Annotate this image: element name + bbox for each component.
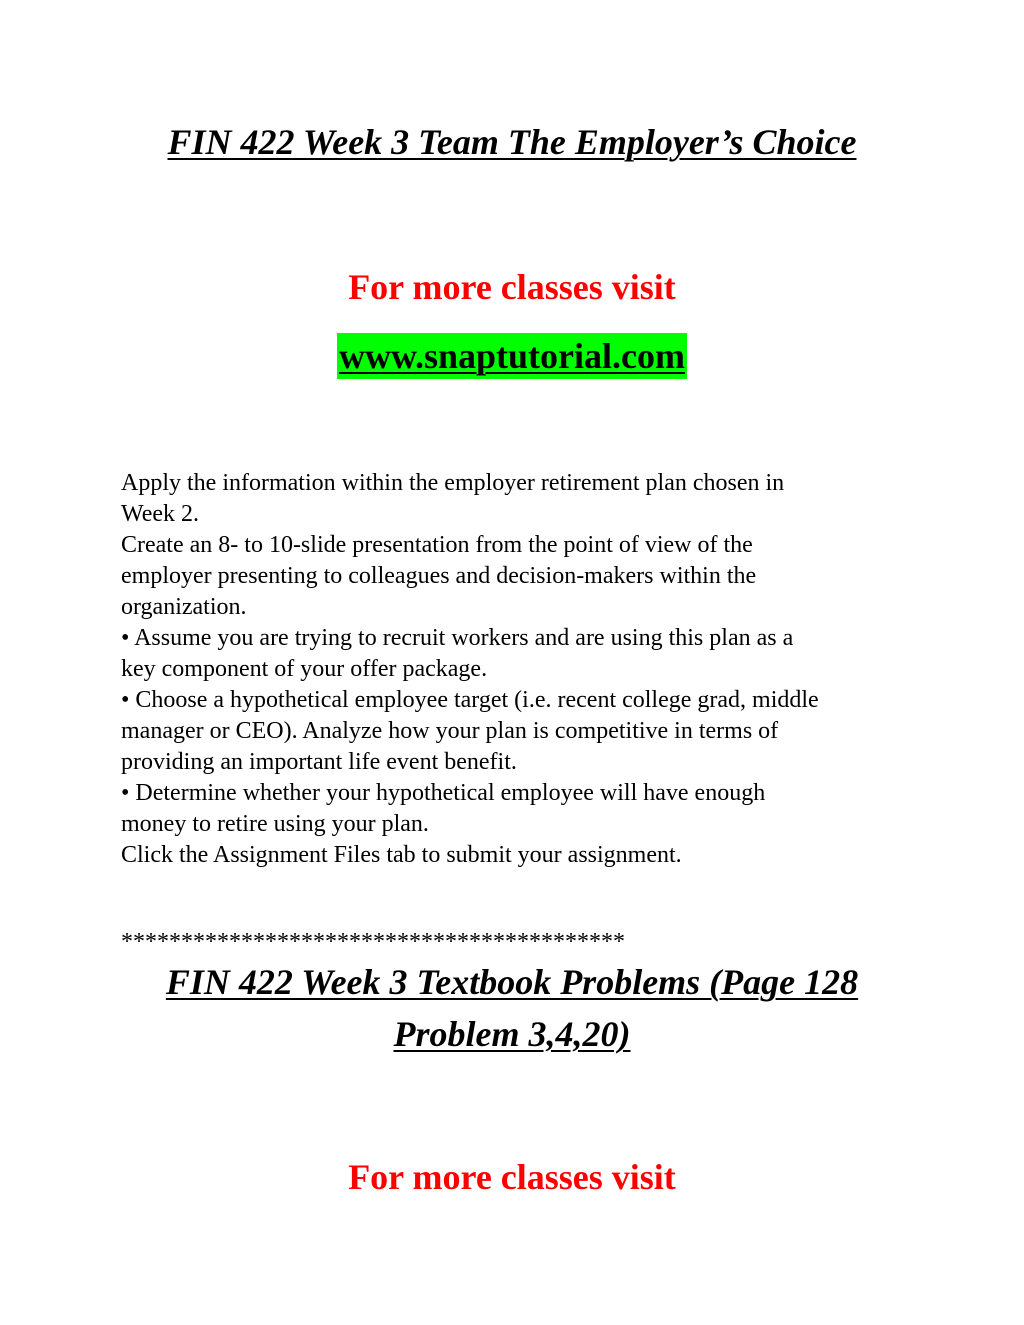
body-line: manager or CEO). Analyze how your plan is competitive in terms of	[121, 718, 779, 744]
body-line: money to retire using your plan.	[121, 811, 429, 837]
section2-heading-line1: FIN 422 Week 3 Textbook Problems (Page 128	[165, 962, 859, 1002]
section1-link-wrap	[0, 333, 1024, 379]
section2-visit-text: For more classes visit	[348, 1157, 676, 1197]
snaptutorial-link[interactable]: www.snaptutorial.com	[337, 333, 687, 379]
section1-visit-text: For more classes visit	[348, 267, 676, 307]
body-line: Apply the information within the employer retirement plan chosen in	[121, 470, 785, 496]
body-line: Week 2.	[121, 501, 200, 527]
body-line: providing an important life event benefit.	[121, 749, 517, 775]
section2-heading-line2: Problem 3,4,20)	[393, 1014, 631, 1054]
separator-stars: ******************************************	[121, 929, 625, 955]
body-line: employer presenting to colleagues and decision-makers within the	[121, 563, 757, 589]
assignment-description	[121, 468, 911, 871]
body-line: organization.	[121, 594, 247, 620]
body-line: • Determine whether your hypothetical employee will have enough	[121, 780, 766, 806]
body-line: Click the Assignment Files tab to submit your assignment.	[121, 842, 682, 868]
body-line: • Choose a hypothetical employee target (i.e. recent college grad, middle	[121, 687, 819, 713]
body-line: • Assume you are trying to recruit workers and are using this plan as a	[121, 625, 794, 651]
body-line: Create an 8- to 10-slide presentation from the point of view of the	[121, 532, 753, 558]
body-line: key component of your offer package.	[121, 656, 488, 682]
section1-heading: FIN 422 Week 3 Team The Employer’s Choice	[167, 122, 857, 162]
